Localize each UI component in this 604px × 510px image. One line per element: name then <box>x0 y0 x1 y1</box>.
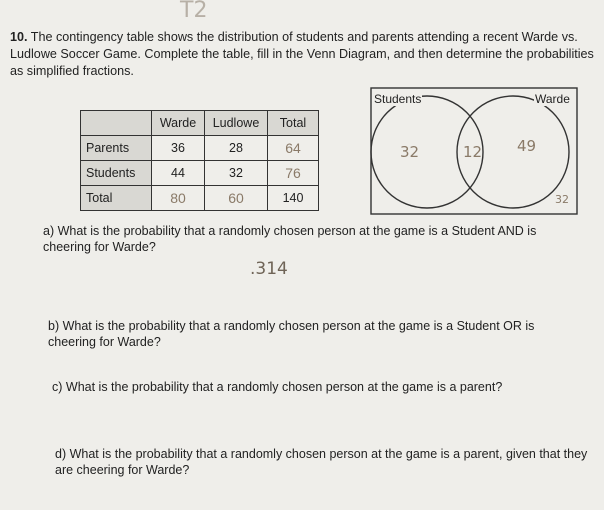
contingency-table <box>80 110 319 211</box>
col-header-ludlowe: Ludlowe <box>205 111 268 136</box>
table-corner-cell <box>81 111 152 136</box>
cell-total-ludlowe: 60 <box>205 186 268 211</box>
cell-total-total: 140 <box>268 186 319 211</box>
table-row <box>81 136 319 161</box>
venn-label-warde: Warde <box>535 92 570 106</box>
question-b-label: b) <box>48 319 60 333</box>
table-row <box>81 186 319 211</box>
cell-students-ludlowe: 32 <box>205 161 268 186</box>
question-c-text: What is the probability that a randomly chosen person at the game is a parent? <box>65 380 503 394</box>
question-d-label: d) <box>55 447 67 461</box>
question-c-label: c) <box>52 380 63 394</box>
question-a-text: What is the probability that a randomly chosen person at the game is a Student AND is cheering for Warde? <box>43 224 537 254</box>
table-header-row <box>81 111 319 136</box>
venn-label-students: Students <box>374 92 422 106</box>
col-header-total: Total <box>268 111 319 136</box>
col-header-warde: Warde <box>152 111 205 136</box>
cell-students-warde: 44 <box>152 161 205 186</box>
question-d <box>55 446 595 478</box>
cell-parents-ludlowe: 28 <box>205 136 268 161</box>
venn-intersection-value: 12 <box>463 143 483 161</box>
problem-number: 10. <box>10 30 28 44</box>
cell-parents-total: 64 <box>268 136 319 161</box>
question-a-answer: .314 <box>250 259 288 279</box>
question-d-text: What is the probability that a randomly chosen person at the game is a parent, given that they are cheering for Warde? <box>55 447 588 477</box>
cell-parents-warde: 36 <box>152 136 205 161</box>
problem-text: The contingency table shows the distribution of students and parents attending a recent Warde vs. Ludlowe Soccer Game. Complete the table, fill in the Venn Diagram, and then determine the probabilities as simplified fractions. <box>10 30 594 78</box>
top-handwritten-mark: T2 <box>180 0 208 23</box>
question-a <box>43 223 583 255</box>
venn-left-only-value: 32 <box>400 143 420 161</box>
question-b-text: What is the probability that a randomly chosen person at the game is a Student OR is cheering for Warde? <box>48 319 535 349</box>
cell-students-total: 76 <box>268 161 319 186</box>
row-header-parents: Parents <box>81 136 152 161</box>
cell-total-warde: 80 <box>152 186 205 211</box>
row-header-students: Students <box>81 161 152 186</box>
question-a-label: a) <box>43 224 55 238</box>
venn-right-only-value: 49 <box>517 137 537 155</box>
row-header-total: Total <box>81 186 152 211</box>
question-b <box>48 318 578 350</box>
venn-outside-value: 32 <box>555 193 569 206</box>
question-c <box>52 379 582 395</box>
table-row <box>81 161 319 186</box>
problem-statement <box>10 29 595 80</box>
